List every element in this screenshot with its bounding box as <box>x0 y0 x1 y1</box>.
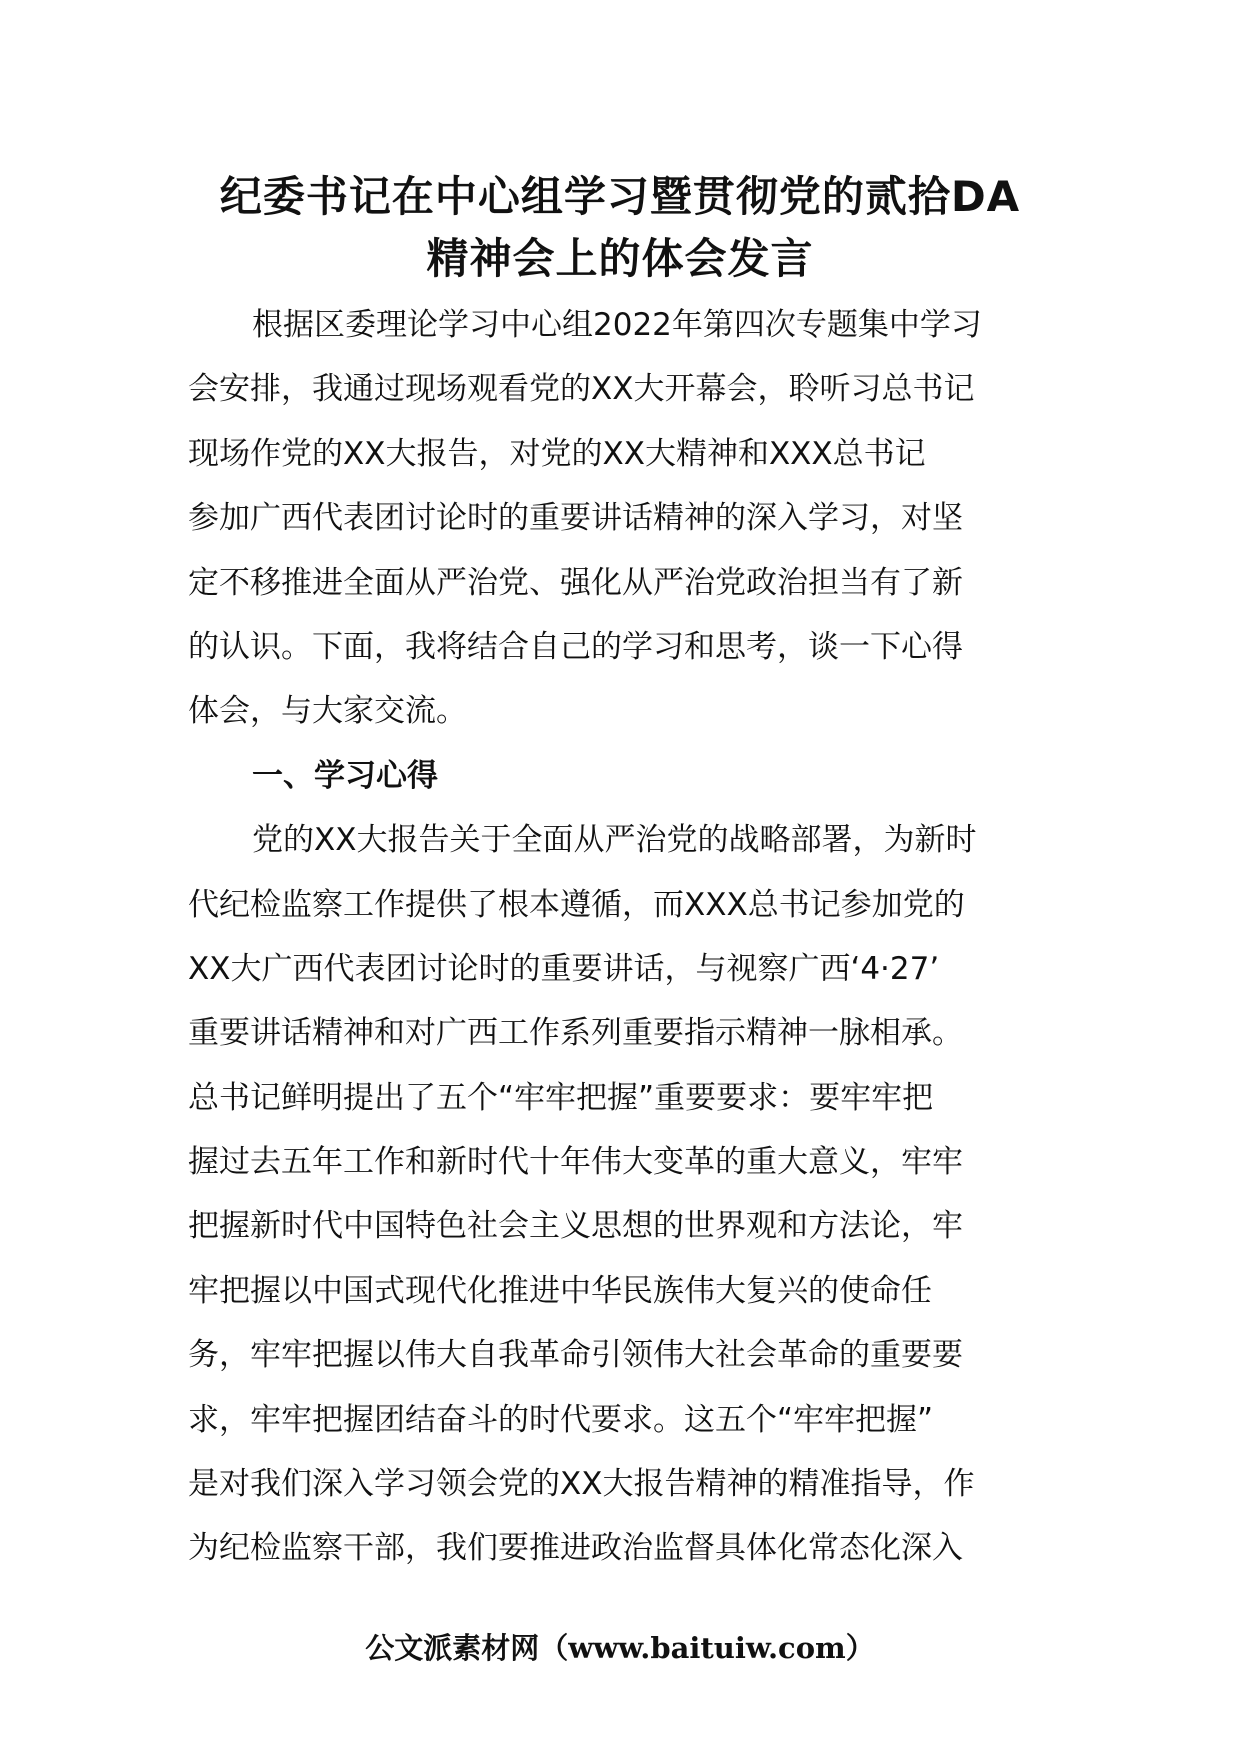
paragraph-line: 求，牢牢把握团结奋斗的时代要求。这五个“牢牢把握” <box>188 1401 934 1438</box>
paragraph-line: 党的XX大报告关于全面从严治党的战略部署，为新时 <box>252 822 977 859</box>
paragraph-line: 总书记鲜明提出了五个“牢牢把握”重要要求：要牢牢把 <box>188 1079 934 1116</box>
paragraph-line: XX大广西代表团讨论时的重要讲话，与视察广西‘4·27’ <box>188 950 940 987</box>
title-line-2: 精神会上的体会发言 <box>426 234 814 283</box>
paragraph-line: 务，牢牢把握以伟大自我革命引领伟大社会革命的重要要 <box>188 1337 963 1374</box>
paragraph-line: 把握新时代中国特色社会主义思想的世界观和方法论，牢 <box>188 1208 963 1245</box>
paragraph-line: 现场作党的XX大报告，对党的XX大精神和XXX总书记 <box>188 435 926 472</box>
paragraph-line: 握过去五年工作和新时代十年伟大变革的重大意义，牢牢 <box>188 1144 963 1181</box>
paragraph-line: 为纪检监察干部，我们要推进政治监督具体化常态化深入 <box>188 1530 963 1567</box>
paragraph-line: 代纪检监察工作提供了根本遵循，而XXX总书记参加党的 <box>188 886 965 923</box>
paragraph-line: 会安排，我通过现场观看党的XX大开幕会，聆听习总书记 <box>188 371 975 408</box>
document-body <box>188 293 1058 1581</box>
paragraph-line: 牢把握以中国式现代化推进中华民族伟大复兴的使命任 <box>188 1272 932 1309</box>
paragraph-line: 体会，与大家交流。 <box>188 693 467 730</box>
paragraph-line: 是对我们深入学习领会党的XX大报告精神的精准指导，作 <box>188 1466 975 1503</box>
section-heading: 一、学习心得 <box>252 757 438 794</box>
paragraph-line: 根据区委理论学习中心组2022年第四次专题集中学习 <box>252 307 982 343</box>
footer-watermark: 公文派素材网（www.baituiw.com） <box>365 1631 875 1665</box>
document-title <box>150 166 1090 290</box>
paragraph-line: 参加广西代表团讨论时的重要讲话精神的深入学习，对坚 <box>188 500 963 537</box>
paragraph-line: 的认识。下面，我将结合自己的学习和思考，谈一下心得 <box>188 628 963 665</box>
paragraph-line: 定不移推进全面从严治党、强化从严治党政治担当有了新 <box>188 564 963 601</box>
title-line-1: 纪委书记在中心组学习暨贯彻党的贰拾DA <box>219 172 1021 221</box>
paragraph-line: 重要讲话精神和对广西工作系列重要指示精神一脉相承。 <box>188 1015 963 1052</box>
